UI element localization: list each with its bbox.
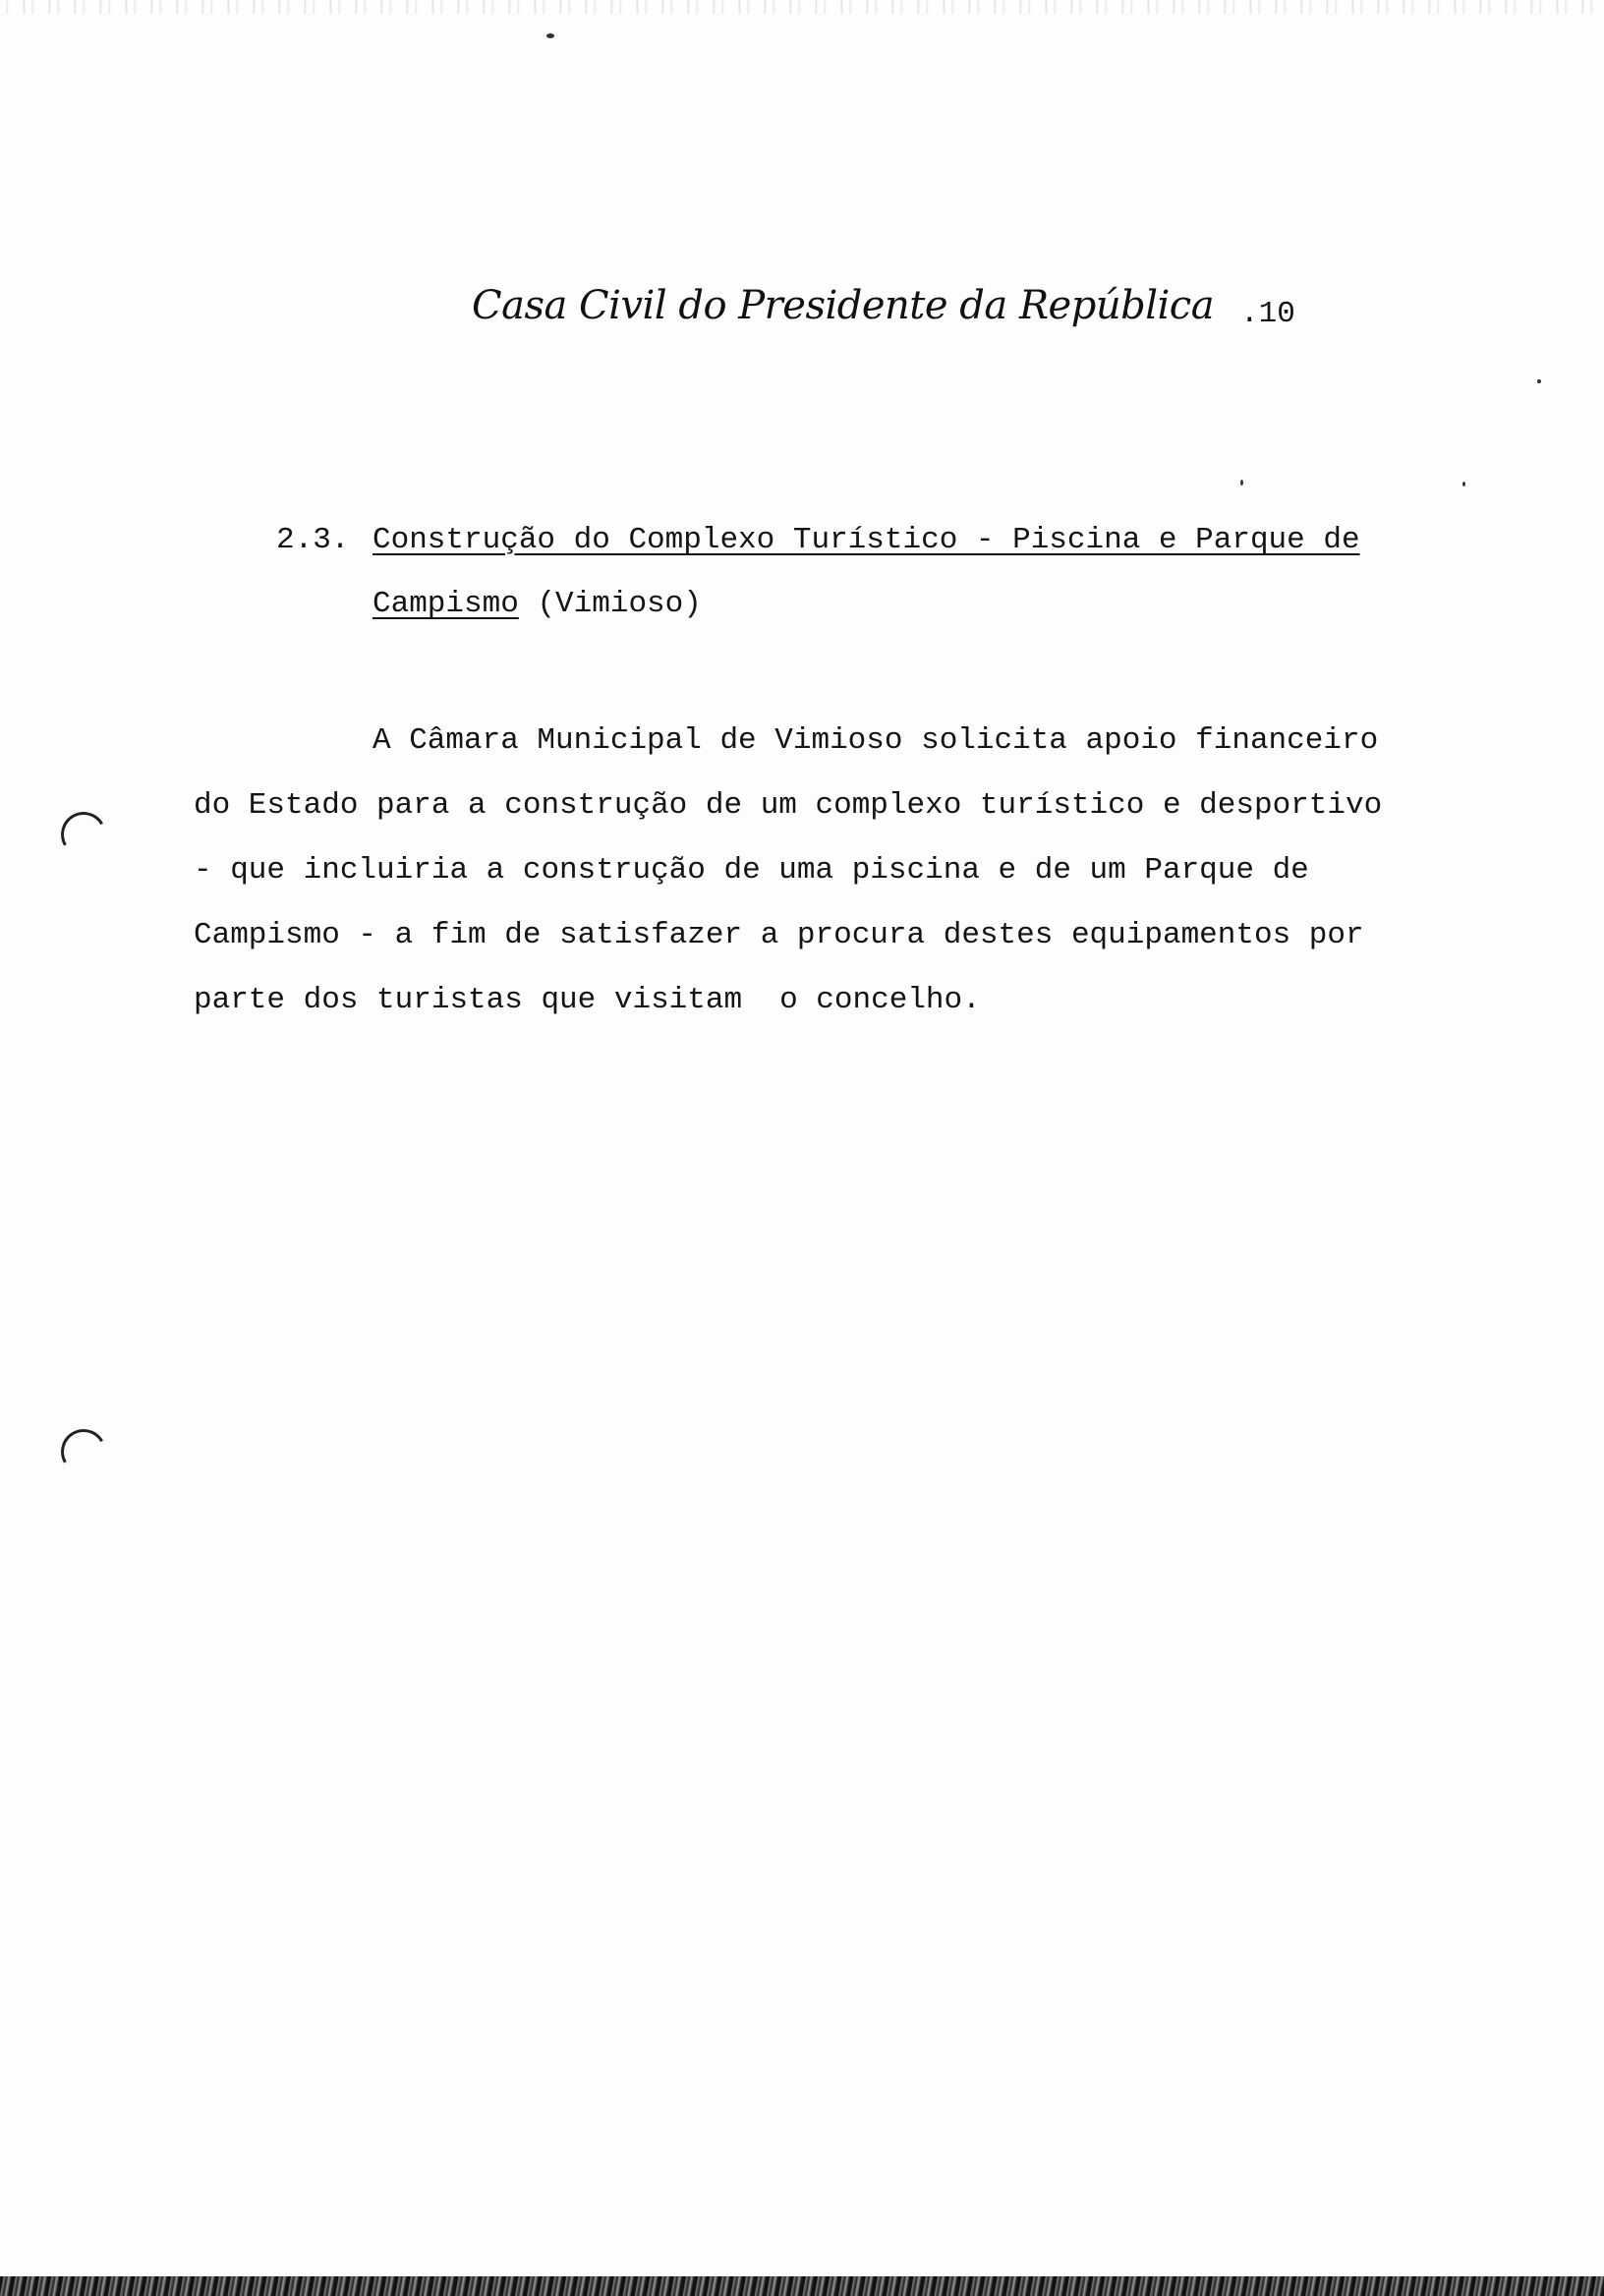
section-title-location: (Vimioso) (537, 587, 702, 621)
scan-speck (1240, 480, 1243, 486)
paragraph-line-5 (194, 983, 981, 1017)
paragraph-line-5-part-2: o concelho. (779, 983, 981, 1017)
section-title-line2 (372, 587, 702, 621)
hole-punch-mark-upper (56, 807, 111, 862)
page-number: .10 (1240, 297, 1295, 331)
section-title-underlined-word: Campismo (372, 587, 519, 621)
paragraph-line-2: do Estado para a construção de um complexo turístico e desportivo (194, 788, 1383, 823)
scan-speck (546, 33, 554, 38)
section-title-line1: Construção do Complexo Turístico - Piscina e Parque de (372, 523, 1360, 557)
paragraph-line-4: Campismo - a fim de satisfazer a procura destes equipamentos por (194, 918, 1364, 952)
paragraph-line-5-part-1: parte dos turistas que visitam (194, 983, 743, 1017)
paragraph-line-1: A Câmara Municipal de Vimioso solicita apoio financeiro (372, 723, 1379, 758)
letterhead-title: Casa Civil do Presidente da República (472, 283, 1215, 328)
scan-bottom-edge (0, 2276, 1604, 2296)
section-number: 2.3. (276, 523, 350, 557)
paragraph-line-3: - que incluiria a construção de uma piscina e de um Parque de (194, 853, 1309, 888)
hole-punch-mark-lower (56, 1424, 111, 1479)
scan-top-edge (0, 0, 1604, 14)
scan-speck (1462, 482, 1465, 487)
scan-speck (1537, 379, 1541, 383)
